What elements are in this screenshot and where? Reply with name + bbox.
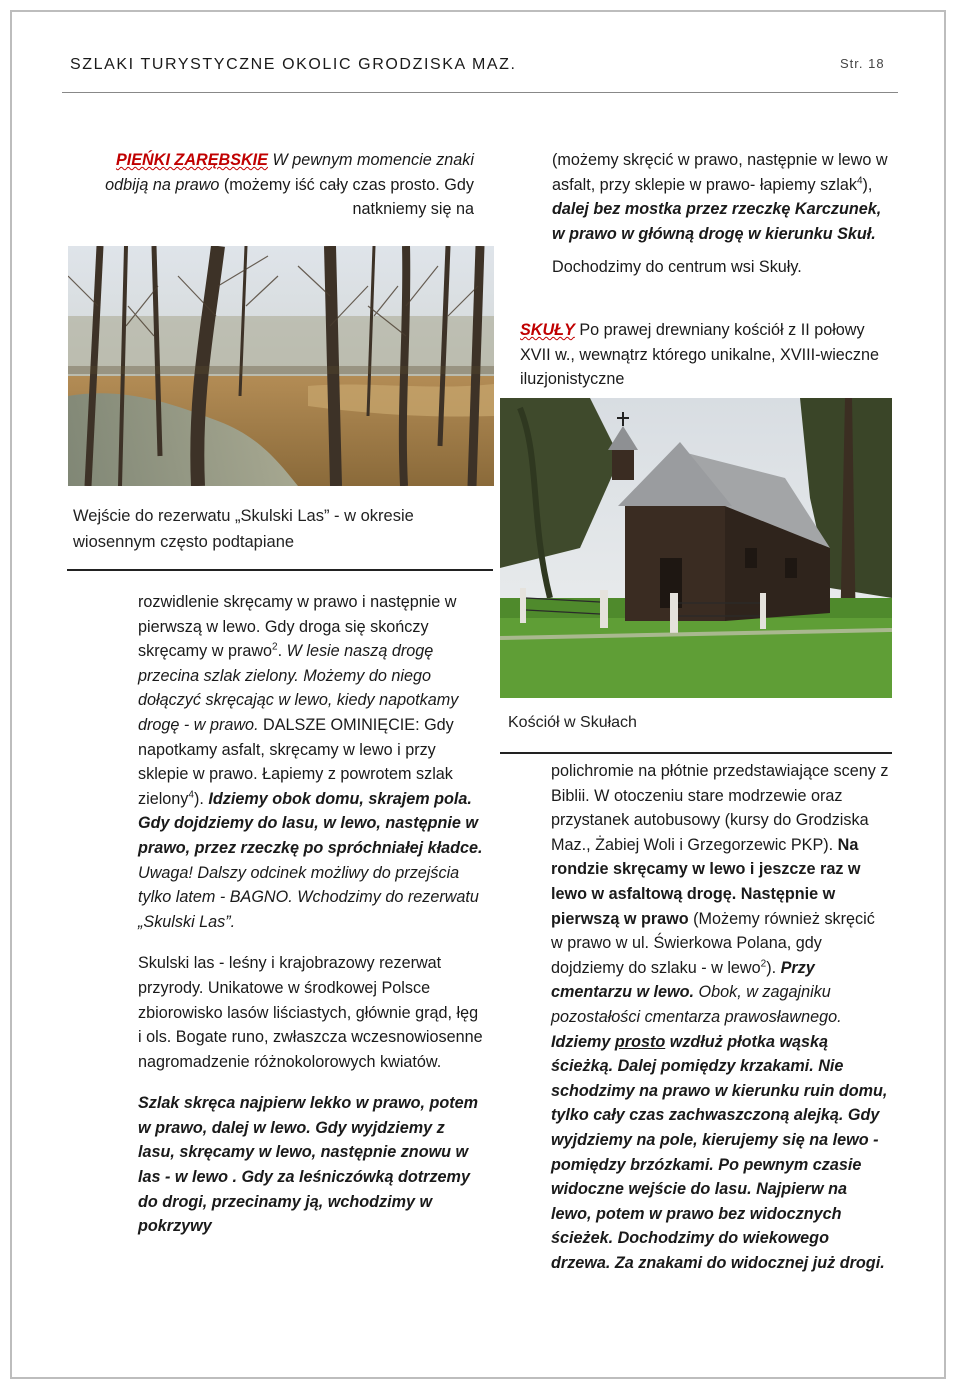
- skuly-paragraph: SKUŁY Po prawej drewniany kościół z II połowy XVII w., wewnątrz którego unikalne, XVIII-wieczne iluzjonistyczne: [520, 321, 879, 389]
- skulski-las-description: Skulski las - leśny i krajobrazowy rezerwat przyrody. Unikatowe w środkowej Polsce zbiorowisko lasów liściastych, głównie grąd, łęg i ols. Bogate runo, zwłaszcza wczesnowiosenne nagromadzenie różnokolorowych kwiatów.: [138, 954, 483, 1071]
- right-top-p2: Dochodzimy do centrum wsi Skuły.: [552, 258, 802, 277]
- place-name-skuly: SKUŁY: [520, 321, 575, 339]
- photo2-caption-rule: [500, 752, 892, 754]
- photo1-caption: Wejście do rezerwatu „Skulski Las” - w okresie wiosennym często podtapiane: [73, 507, 414, 551]
- right-top-text: (możemy skręcić w prawo, następnie w lewo w asfalt, przy sklepie w prawo- łapiemy szlak$^4$), dalej bez mostka przez rzeczkę Karczunek, w prawo w główną drogę w kierunku Skuł. Dochodzimy do centrum wsi Skuły.: [552, 148, 892, 280]
- left-top-text: PIEŃKI ZARĘBSKIE W pewnym momencie znaki odbiją na prawo (możemy iść cały czas prosto. Gdy natkniemy się na: [105, 151, 474, 219]
- left-bottom-text: rozwidlenie skręcamy w prawo i następnie w pierwszą w lewo. Gdy droga się skończy skręcamy w prawo$^2$. W lesie naszą drogę przecina szlak zielony. Możemy do niego dołączyć skręcając w lewo, kiedy napotkamy drogę - w prawo. DALSZE OMINIĘCIE: Gdy napotkamy asfalt, skręcamy w lewo i przy sklepie w prawo. Łapiemy z powrotem szlak zielony$^4$). Idziemy obok domu, skrajem pola. Gdy dojdziemy do lasu, w lewo, następnie w prawo, przez rzeczkę po spróchniałej kładce. Uwaga! Dalszy odcinek możliwy do przejścia tylko latem - BAGNO. Wchodzimy do rezerwatu „Skulski Las”. Skulski las - leśny i krajobrazowy rezerwat przyrody. Unikatowe w środkowej Polsce zbiorowisko lasów liściastych, głównie grąd, łęg i ols. Bogate runo, zwłaszcza wczesnowiosenne nagromadzenie różnokolorowych kwiatów. Szlak skręca najpierw lekko w prawo, potem w prawo, dalej w lewo. Gdy wyjdziemy z lasu, skręcamy w lewo, następnie znowu w las - w lewo . Gdy za leśniczówką dotrzemy do drogi, przecinamy ją, wchodzimy w pokrzywy: [138, 590, 483, 1239]
- wooden-church-photo: [500, 398, 892, 698]
- right-bottom-text: polichromie na płótnie przedstawiające sceny z Biblii. W otoczeniu stare modrzewie oraz przystanek autobusowy (kursy do Grodziska Maz., Żabiej Woli i Grzegorzewic PKP). Na rondzie skręcamy w lewo i jeszcze raz w lewo w asfaltową drogę. Następnie w pierwszą w prawo (Możemy również skręcić w prawo w ul. Świerkowa Polana, gdy dojdziemy do szlaku - w lewo$^2$). Przy cmentarzu w lewo. Obok, w zagajniku pozostałości cmentarza prawosławnego. Idziemy prosto wzdłuż płotka wąską ścieżką. Dalej pomiędzy krzakami. Nie schodzimy na prawo w kierunku ruin domu, tylko cały czas zachwaszczoną alejką. Gdy wyjdziemy na pole, kierujemy się na lewo - pomiędzy brzózkami. Po pewnym czasie widoczne wejście do lasu. Najpierw na lewo, potem w prawo bez widocznych ścieżek. Dochodzimy do wiekowego drzewa. Za znakami do widocznej już drogi.: [551, 762, 889, 1272]
- forest-swamp-photo: [68, 246, 494, 486]
- page-number: Str. 18: [840, 56, 885, 71]
- route-directions: Szlak skręca najpierw lekko w prawo, potem w prawo, dalej w lewo. Gdy wyjdziemy z lasu, skręcamy w lewo, następnie znowu w las - w lewo . Gdy za leśniczówką dotrzemy do drogi, przecinamy ją, wchodzimy w pokrzywy: [138, 1094, 479, 1236]
- photo1-caption-rule: [67, 569, 493, 571]
- photo2-caption: Kościół w Skułach: [508, 714, 637, 731]
- place-name-pienki: PIEŃKI ZARĘBSKIE: [115, 151, 268, 169]
- header-title: SZLAKI TURYSTYCZNE OKOLIC GRODZISKA MAZ.: [70, 56, 517, 73]
- header-divider: [62, 92, 898, 93]
